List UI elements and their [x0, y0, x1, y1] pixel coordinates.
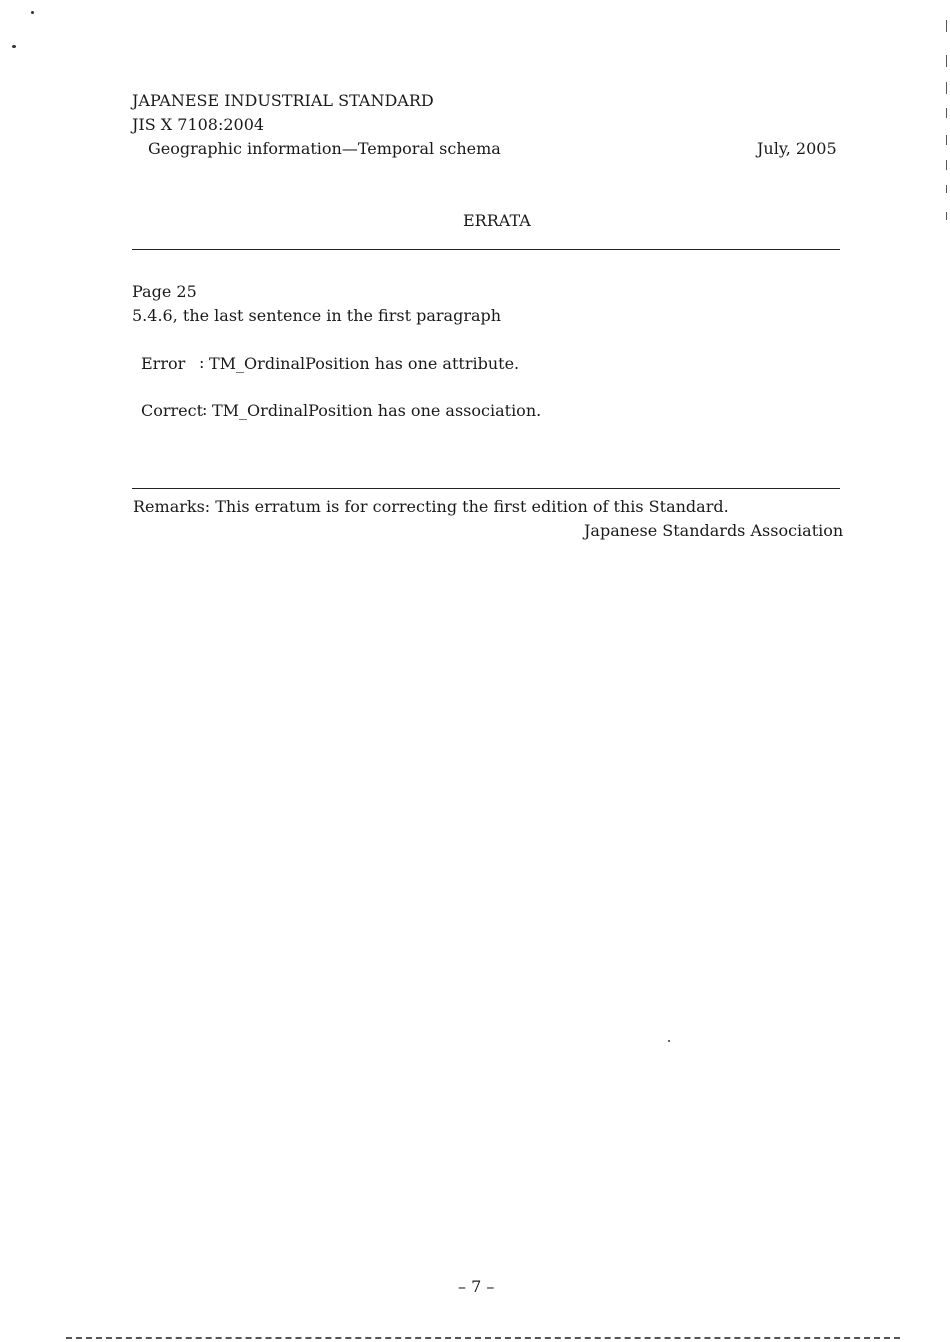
error-label: Error: [141, 354, 186, 373]
scan-edge-mark: [946, 55, 947, 67]
scan-edge-mark: [946, 212, 947, 220]
standard-title: Geographic information—Temporal schema: [148, 139, 501, 158]
error-separator: :: [199, 353, 205, 372]
scan-edge-mark: [946, 160, 947, 170]
scan-speck: [12, 45, 16, 48]
bottom-rule: [132, 488, 840, 489]
scan-speck: [668, 1040, 670, 1042]
standard-number: JIS X 7108:2004: [132, 115, 265, 134]
scan-edge-mark: [946, 135, 947, 145]
correct-label: Correct: [141, 401, 204, 420]
correct-text: TM_OrdinalPosition has one association.: [212, 401, 542, 420]
errata-heading: ERRATA: [463, 211, 531, 230]
scan-edge-mark: [946, 185, 947, 193]
scan-speck: [31, 11, 34, 14]
top-rule: [132, 249, 840, 250]
error-text: TM_OrdinalPosition has one attribute.: [209, 354, 520, 373]
page-number: – 7 –: [458, 1277, 495, 1296]
scan-edge-mark: [946, 108, 947, 118]
clause-reference: 5.4.6, the last sentence in the first paragraph: [132, 306, 502, 325]
correct-separator: :: [202, 400, 208, 419]
standard-type: JAPANESE INDUSTRIAL STANDARD: [132, 91, 434, 110]
scan-edge-mark: [946, 82, 947, 94]
errata-date: July, 2005: [757, 139, 837, 158]
remarks-text: Remarks: This erratum is for correcting the first edition of this Standard.: [133, 497, 729, 516]
scan-edge-mark: [946, 20, 947, 32]
issuer-name: Japanese Standards Association: [584, 521, 844, 540]
page-reference: Page 25: [132, 282, 197, 301]
scan-bottom-edge: [66, 1337, 900, 1339]
